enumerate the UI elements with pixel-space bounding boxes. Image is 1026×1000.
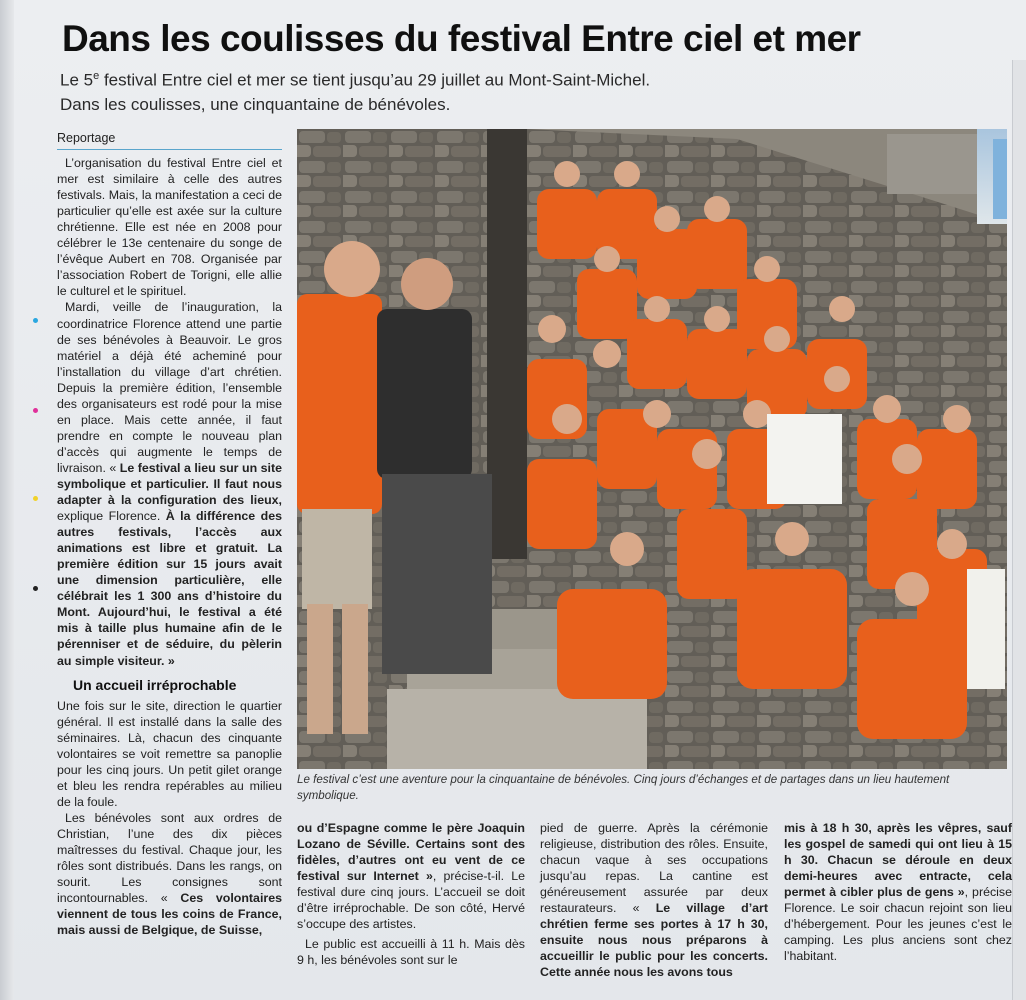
paragraph-text: Mardi, veille de l’inauguration, la coordinatrice Florence attend une partie de ses bénévoles à Beauvoir. Le gros matériel a déjà été acheminé pour l’installation du village d’art chrétien. Depuis la première édition, l’ensemble des organisateurs est rodé pour la mise en place. Mais cette année, il faut prendre en compte le nouveau plan d’accès qui augmente le temps de livraison. « — [57, 300, 282, 475]
paragraph — [57, 810, 282, 938]
quote-text: À la différence des autres festivals, l’accès aux animations est libre et gratuit. La première édition sur 15 jours avait une dimension particulière, elle célébrait les 1 300 ans d’histoire du Mont. Aujourd’hui, le festival a été mis à taille plus humaine afin de le pérenniser et de séduire, du pèlerin au simple visiteur. » — [57, 509, 282, 668]
registration-mark-cyan — [33, 318, 38, 323]
article-column-3 — [540, 820, 768, 980]
article-subheading: Un accueil irréprochable — [73, 676, 237, 693]
article-column-4 — [784, 820, 1012, 964]
group-photo-illustration — [297, 129, 1007, 769]
paragraph: Une fois sur le site, direction le quartier général. Il est installé dans la salle des séminaires. Là, chacun des cinquante volontaires se voit remettre sa panoplie pour les cinq jours. Un petit gilet orange et bleu les rendra repérables au milieu de la foule. — [57, 698, 282, 809]
paragraph: Le public est accueilli à 11 h. Mais dès 9 h, les bénévoles sont sur le — [297, 937, 525, 968]
paragraph-text: , précise Florence. Le soir chacun rejoint son lieu d’hébergement. Pour les jeunes c’est le camping. Les plus anciens sont chez l’habitant. — [784, 885, 1012, 964]
registration-mark-magenta — [33, 408, 38, 413]
page-fold-shadow — [0, 0, 14, 1000]
standfirst-line-1 — [60, 64, 960, 93]
quote-text: Le festival a lieu sur un site symbolique et particulier. Il faut nous adapter à la configuration des lieux, — [57, 460, 282, 508]
article-column-2 — [297, 820, 525, 968]
paragraph: L’organisation du festival Entre ciel et mer est similaire à celle des autres festivals. Mais, la manifestation a ceci de particulier qu’elle est axée sur la culture chrétienne. Elle est née en 2008 pour célébrer le 13e centenaire du songe de l’évêque Aubert en 708. Organisée par l’association Robert de Torigni, elle allie le culturel et le spirituel. — [57, 156, 282, 299]
article-column-1 — [57, 130, 282, 938]
paragraph-text: , précise-t-il. Le festival dure cinq jours. L’accueil se doit d’être irréprochable. De son côté, Hervé s’occupe des artistes. — [297, 869, 526, 932]
ordinal-superscript: e — [93, 70, 100, 82]
standfirst-text: festival Entre ciel et mer se tient jusqu’au 29 juillet au Mont-Saint-Michel. — [99, 70, 651, 90]
article-standfirst — [60, 64, 960, 117]
adjacent-column-edge — [1012, 60, 1026, 1000]
registration-mark-black — [33, 586, 38, 591]
paragraph-text: pied de guerre. Après la cérémonie religieuse, distribution des rôles. Ensuite, chacun vaque à ses occupations jusqu’au repas. La cantine est généreusement assurée par deux restaurateurs. « — [540, 821, 768, 916]
section-rubric: Reportage — [57, 130, 282, 150]
standfirst-line-2: Dans les coulisses, une cinquantaine de bénévoles. — [60, 94, 451, 114]
standfirst-text: Le 5 — [60, 70, 94, 90]
paragraph-text: explique Florence. — [57, 509, 166, 524]
paragraph — [540, 820, 768, 980]
paragraph — [784, 820, 1012, 964]
quote-text: ou d’Espagne comme le père Joaquin Lozano de Séville. Certains sont des fidèles, d’autres ont eu vent de ce festival sur Internet » — [297, 821, 525, 884]
volunteers-group-photo — [297, 129, 1007, 769]
quote-text: Ces volontaires viennent de tous les coins de France, mais aussi de Belgique, de Suisse, — [57, 891, 282, 938]
quote-text: Le village d’art chrétien ferme ses portes à 17 h 30, ensuite nous nous préparons à accueillir le public pour les concerts. Cette année nous les avons tous — [540, 901, 768, 980]
paragraph — [297, 820, 525, 932]
article-headline: Dans les coulisses du festival Entre ciel et mer — [62, 18, 861, 59]
photo-caption: Le festival c’est une aventure pour la cinquantaine de bénévoles. Cinq jours d’échanges et de partages dans un lieu hautement symbolique. — [297, 773, 950, 802]
paragraph-text: Les bénévoles sont aux ordres de Christian, l’une des dix pièces maîtresses du festival. Chaque jour, les rôles sont distribués. Dans les rangs, on sourit. Les consignes sont incontournables. « — [57, 810, 282, 906]
registration-mark-yellow — [33, 496, 38, 501]
quote-text: mis à 18 h 30, après les vêpres, sauf les gospel de samedi qui ont lieu à 15 h 30. Chacun se déroule en deux demi-heures avec entracte, cela permet à cibler plus de gens » — [784, 821, 1012, 900]
paragraph — [57, 299, 282, 668]
